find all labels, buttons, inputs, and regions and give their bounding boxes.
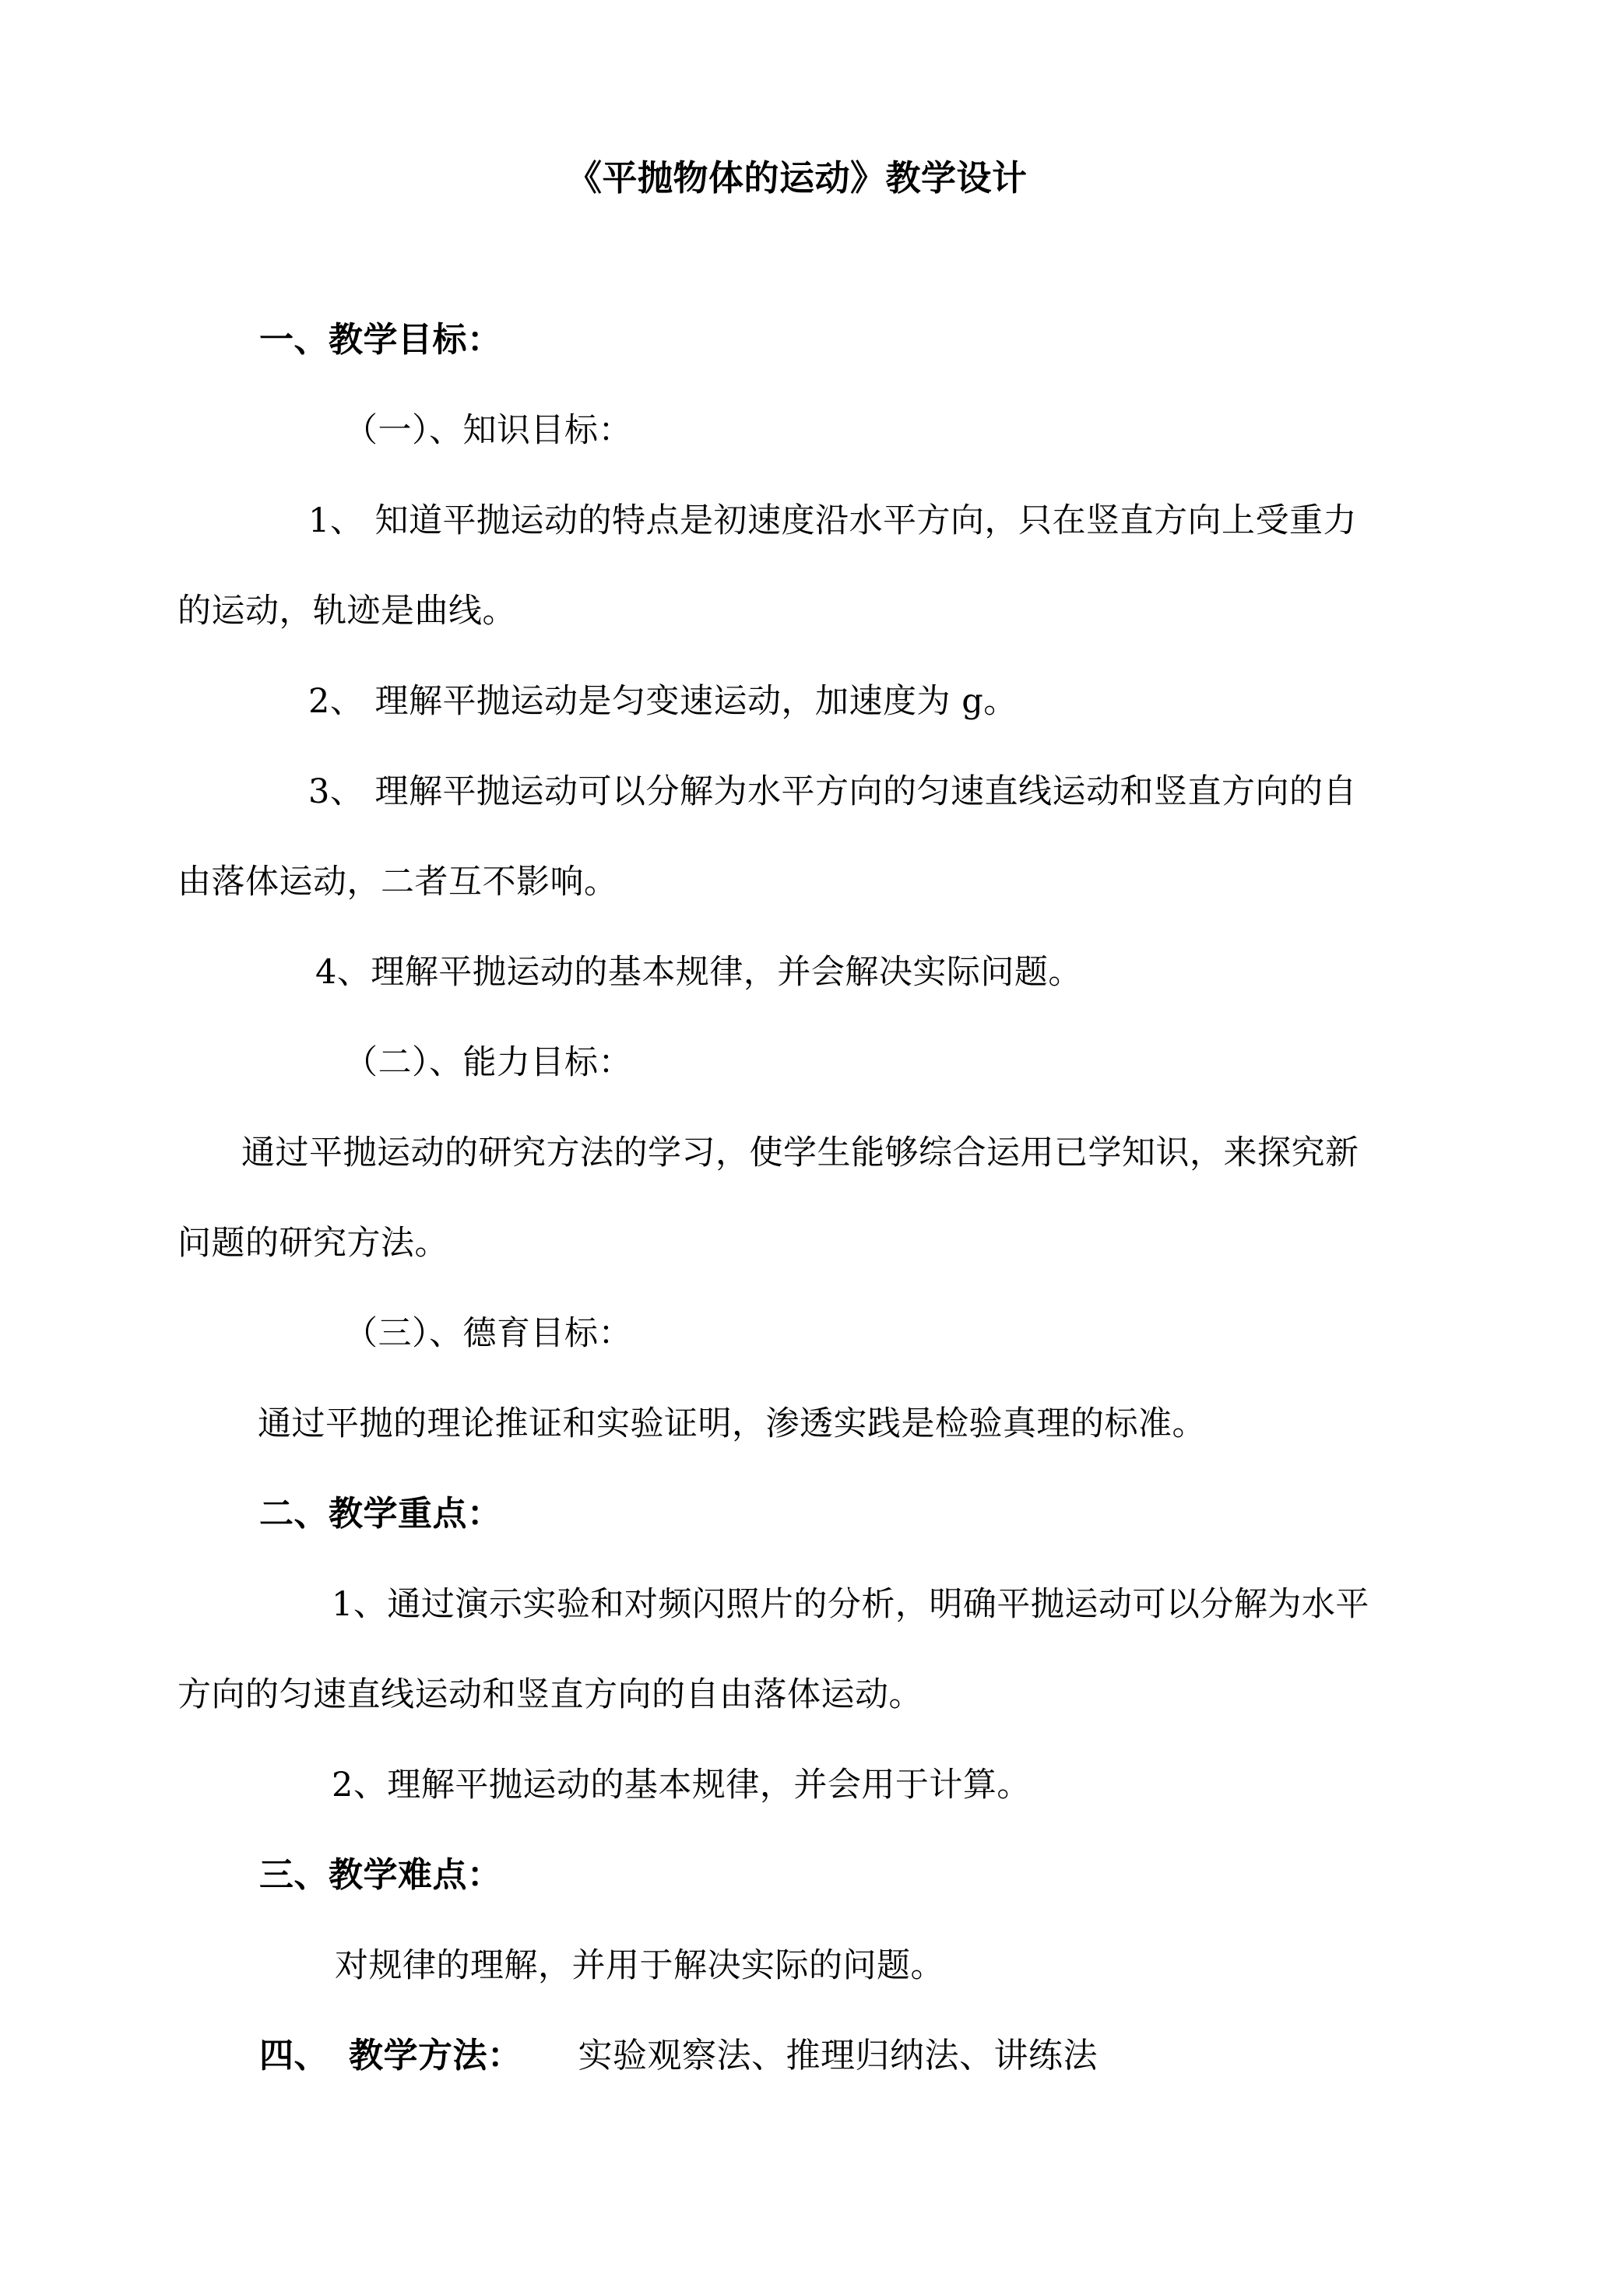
knowledge-item-3-line-1: 3、 理解平抛运动可以分解为水平方向的匀速直线运动和竖直方向的自 [308,772,1358,811]
knowledge-item-4: 4、理解平抛运动的基本规律，并会解决实际问题。 [315,953,1082,992]
difficulties-text: 对规律的理解，并用于解决实际的问题。 [335,1946,944,1985]
moral-text: 通过平抛的理论推证和实验证明，渗透实践是检验真理的标准。 [258,1404,1206,1443]
methods-number: 四、 [259,2036,329,2075]
ability-text-line-1: 通过平抛运动的研究方法的学习，使学生能够综合运用已学知识，来探究新 [241,1133,1359,1172]
key-point-1-line-1: 1、通过演示实验和对频闪照片的分析，明确平抛运动可以分解为水平 [332,1585,1369,1624]
knowledge-item-1-line-2: 的运动，轨迹是曲线。 [178,592,516,631]
document-title: 《平抛物体的运动》教学设计 [567,157,1028,199]
knowledge-objectives-heading: （一）、知识目标： [344,411,632,450]
key-points-heading: 二、教学重点： [259,1494,502,1534]
moral-objectives-heading: （三）、德育目标： [344,1314,632,1353]
knowledge-item-3-line-2: 由落体运动，二者互不影响。 [178,863,618,901]
ability-objectives-heading: （二）、能力目标： [344,1043,632,1082]
methods-line [259,2036,1098,2076]
methods-label: 教学方法： [349,2036,522,2075]
ability-text-line-2: 问题的研究方法。 [178,1224,448,1263]
difficulties-heading: 三、教学难点： [259,1855,502,1895]
methods-value: 实验观察法、推理归纳法、讲练法 [578,2036,1098,2075]
knowledge-item-1-line-1: 1、 知道平抛运动的特点是初速度沿水平方向，只在竖直方向上受重力 [308,501,1358,540]
knowledge-item-2: 2、 理解平抛运动是匀变速运动，加速度为 g。 [308,682,1018,721]
key-point-2: 2、理解平抛运动的基本规律，并会用于计算。 [332,1766,1031,1805]
objectives-heading: 一、教学目标： [259,320,502,360]
key-point-1-line-2: 方向的匀速直线运动和竖直方向的自由落体运动。 [178,1675,923,1714]
